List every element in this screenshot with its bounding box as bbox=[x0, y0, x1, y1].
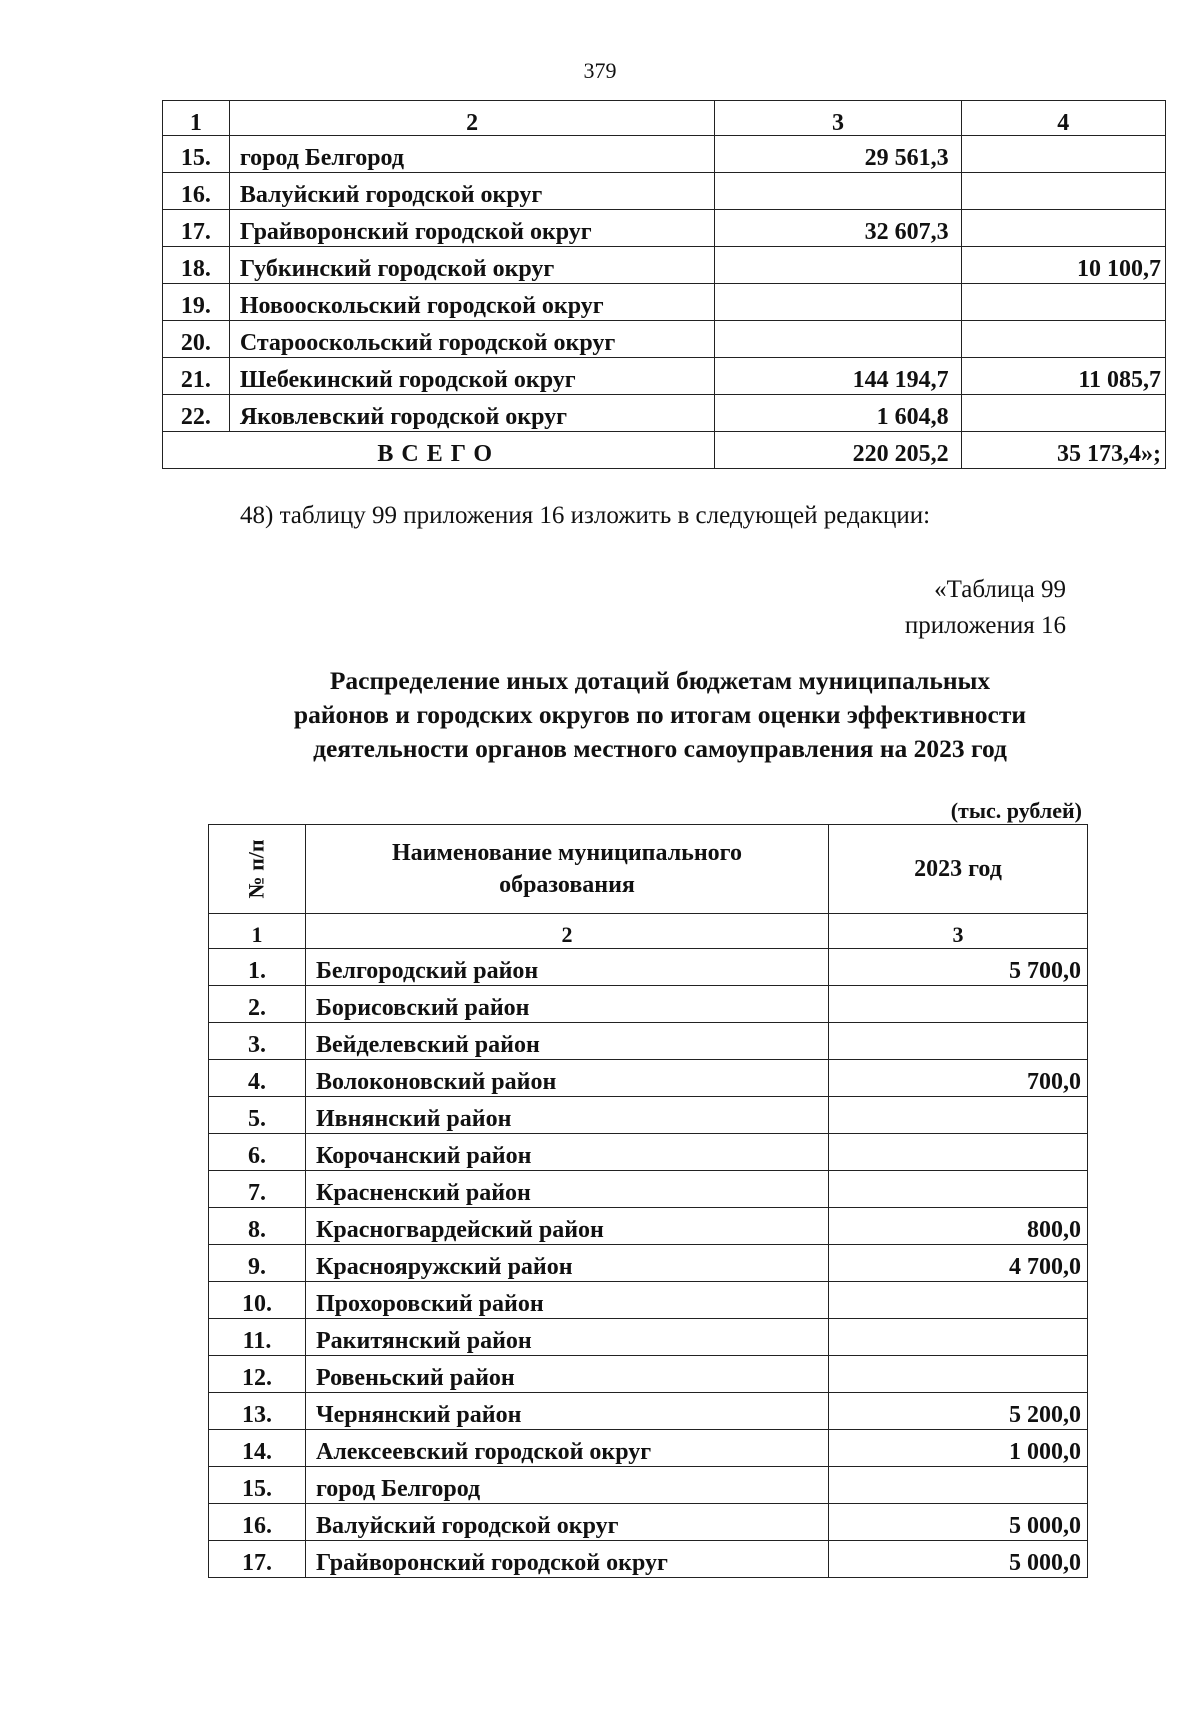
top-table-header-cell: 2 bbox=[229, 101, 715, 136]
amount-2023: 4 700,0 bbox=[829, 1245, 1088, 1282]
amount-2023 bbox=[829, 986, 1088, 1023]
table-caption-line: приложения 16 bbox=[904, 612, 1066, 639]
municipality-name: Шебекинский городской округ bbox=[229, 358, 715, 395]
row-number: 1. bbox=[209, 949, 306, 986]
value-col4 bbox=[961, 173, 1165, 210]
row-number: 6. bbox=[209, 1134, 306, 1171]
amount-2023 bbox=[829, 1023, 1088, 1060]
index-cell: 3 bbox=[829, 914, 1088, 949]
municipality-name: Краснояружский район bbox=[306, 1245, 829, 1282]
header-number bbox=[209, 825, 306, 914]
row-number: 20. bbox=[163, 321, 230, 358]
title-line: деятельности органов местного самоуправления на 2023 год bbox=[313, 734, 1007, 763]
row-number: 10. bbox=[209, 1282, 306, 1319]
value-col4: 11 085,7 bbox=[961, 358, 1165, 395]
municipality-name: Валуйский городской округ bbox=[306, 1504, 829, 1541]
total-row bbox=[163, 432, 1166, 469]
table-row bbox=[163, 358, 1166, 395]
table-row bbox=[209, 1467, 1088, 1504]
header-number-text: № п/п bbox=[243, 839, 269, 899]
table-row bbox=[163, 136, 1166, 173]
index-cell: 1 bbox=[209, 914, 306, 949]
row-number: 4. bbox=[209, 1060, 306, 1097]
header-name bbox=[306, 825, 829, 914]
municipality-name: Белгородский район bbox=[306, 949, 829, 986]
table-row bbox=[209, 1504, 1088, 1541]
main-table-header-row bbox=[209, 825, 1088, 914]
table-row bbox=[209, 1430, 1088, 1467]
top-table-header-cell: 3 bbox=[715, 101, 961, 136]
row-number: 22. bbox=[163, 395, 230, 432]
table-row bbox=[209, 949, 1088, 986]
municipality-name: Ракитянский район bbox=[306, 1319, 829, 1356]
row-number: 12. bbox=[209, 1356, 306, 1393]
value-col4 bbox=[961, 395, 1165, 432]
header-name-line: образования bbox=[499, 872, 635, 898]
title-line: районов и городских округов по итогам оценки эффективности bbox=[293, 700, 1027, 729]
row-number: 16. bbox=[209, 1504, 306, 1541]
municipality-name: Яковлевский городской округ bbox=[229, 395, 715, 432]
municipality-name: Прохоровский район bbox=[306, 1282, 829, 1319]
row-number: 3. bbox=[209, 1023, 306, 1060]
table-row bbox=[209, 1208, 1088, 1245]
title-line: Распределение иных дотаций бюджетам муниципальных bbox=[329, 666, 991, 695]
municipality-name: Ивнянский район bbox=[306, 1097, 829, 1134]
top-table-header-cell: 4 bbox=[961, 101, 1165, 136]
row-number: 14. bbox=[209, 1430, 306, 1467]
table-row bbox=[209, 1097, 1088, 1134]
municipality-name: Красногвардейский район bbox=[306, 1208, 829, 1245]
amount-2023 bbox=[829, 1171, 1088, 1208]
table-row bbox=[209, 1319, 1088, 1356]
municipality-name: Грайворонский городской округ bbox=[229, 210, 715, 247]
amount-2023 bbox=[829, 1282, 1088, 1319]
main-table bbox=[208, 824, 1088, 1578]
municipality-name: Вейделевский район bbox=[306, 1023, 829, 1060]
table-row bbox=[209, 1282, 1088, 1319]
table-row bbox=[163, 395, 1166, 432]
document-title bbox=[200, 664, 1120, 766]
row-number: 15. bbox=[163, 136, 230, 173]
table-row bbox=[209, 1171, 1088, 1208]
amount-2023 bbox=[829, 1097, 1088, 1134]
municipality-name: Волоконовский район bbox=[306, 1060, 829, 1097]
table-row bbox=[163, 321, 1166, 358]
municipality-name: Корочанский район bbox=[306, 1134, 829, 1171]
top-table-header-row bbox=[163, 101, 1166, 136]
total-col3: 220 205,2 bbox=[715, 432, 961, 469]
value-col3: 32 607,3 bbox=[715, 210, 961, 247]
top-table-header-cell: 1 bbox=[163, 101, 230, 136]
value-col4 bbox=[961, 321, 1165, 358]
table-row bbox=[163, 173, 1166, 210]
value-col4 bbox=[961, 210, 1165, 247]
amount-2023: 800,0 bbox=[829, 1208, 1088, 1245]
top-table bbox=[162, 100, 1166, 469]
value-col3 bbox=[715, 284, 961, 321]
amount-2023: 700,0 bbox=[829, 1060, 1088, 1097]
table-row bbox=[209, 1356, 1088, 1393]
row-number: 19. bbox=[163, 284, 230, 321]
municipality-name: Губкинский городской округ bbox=[229, 247, 715, 284]
row-number: 7. bbox=[209, 1171, 306, 1208]
municipality-name: Ровеньский район bbox=[306, 1356, 829, 1393]
row-number: 2. bbox=[209, 986, 306, 1023]
amount-2023 bbox=[829, 1134, 1088, 1171]
total-label: ВСЕГО bbox=[163, 432, 715, 469]
municipality-name: Алексеевский городской округ bbox=[306, 1430, 829, 1467]
table-row bbox=[209, 1023, 1088, 1060]
row-number: 15. bbox=[209, 1467, 306, 1504]
amount-2023: 5 700,0 bbox=[829, 949, 1088, 986]
page-number: 379 bbox=[583, 58, 617, 83]
table-row bbox=[209, 1134, 1088, 1171]
amount-2023 bbox=[829, 1319, 1088, 1356]
table-row bbox=[163, 284, 1166, 321]
amount-2023: 5 000,0 bbox=[829, 1504, 1088, 1541]
header-name-line: Наименование муниципального bbox=[392, 840, 742, 866]
value-col3: 29 561,3 bbox=[715, 136, 961, 173]
municipality-name: Новооскольский городской округ bbox=[229, 284, 715, 321]
amount-2023 bbox=[829, 1356, 1088, 1393]
value-col4 bbox=[961, 136, 1165, 173]
municipality-name: Старооскольский городской округ bbox=[229, 321, 715, 358]
main-table-index-row bbox=[209, 914, 1088, 949]
municipality-name: Борисовский район bbox=[306, 986, 829, 1023]
value-col3 bbox=[715, 321, 961, 358]
value-col4: 10 100,7 bbox=[961, 247, 1165, 284]
municipality-name: Чернянский район bbox=[306, 1393, 829, 1430]
table-row bbox=[209, 986, 1088, 1023]
row-number: 11. bbox=[209, 1319, 306, 1356]
value-col3: 144 194,7 bbox=[715, 358, 961, 395]
total-col4: 35 173,4»; bbox=[961, 432, 1165, 469]
amount-2023: 5 000,0 bbox=[829, 1541, 1088, 1578]
amount-2023: 1 000,0 bbox=[829, 1430, 1088, 1467]
municipality-name: Грайворонский городской округ bbox=[306, 1541, 829, 1578]
amount-2023 bbox=[829, 1467, 1088, 1504]
municipality-name: город Белгород bbox=[306, 1467, 829, 1504]
table-row bbox=[209, 1060, 1088, 1097]
table-row bbox=[163, 210, 1166, 247]
table-caption-line: «Таблица 99 bbox=[934, 576, 1066, 603]
table-row bbox=[209, 1393, 1088, 1430]
row-number: 17. bbox=[163, 210, 230, 247]
municipality-name: Валуйский городской округ bbox=[229, 173, 715, 210]
row-number: 16. bbox=[163, 173, 230, 210]
row-number: 21. bbox=[163, 358, 230, 395]
table-row bbox=[209, 1541, 1088, 1578]
table-row bbox=[163, 247, 1166, 284]
value-col4 bbox=[961, 284, 1165, 321]
value-col3 bbox=[715, 247, 961, 284]
units-label: (тыс. рублей) bbox=[950, 798, 1082, 823]
amendment-instruction: 48) таблицу 99 приложения 16 изложить в следующей редакции: bbox=[240, 502, 931, 529]
row-number: 18. bbox=[163, 247, 230, 284]
header-year: 2023 год bbox=[829, 825, 1088, 914]
value-col3: 1 604,8 bbox=[715, 395, 961, 432]
municipality-name: Красненский район bbox=[306, 1171, 829, 1208]
row-number: 13. bbox=[209, 1393, 306, 1430]
municipality-name: город Белгород bbox=[229, 136, 715, 173]
value-col3 bbox=[715, 173, 961, 210]
row-number: 9. bbox=[209, 1245, 306, 1282]
row-number: 17. bbox=[209, 1541, 306, 1578]
row-number: 8. bbox=[209, 1208, 306, 1245]
amount-2023: 5 200,0 bbox=[829, 1393, 1088, 1430]
table-row bbox=[209, 1245, 1088, 1282]
table-caption bbox=[905, 572, 1066, 644]
row-number: 5. bbox=[209, 1097, 306, 1134]
index-cell: 2 bbox=[306, 914, 829, 949]
